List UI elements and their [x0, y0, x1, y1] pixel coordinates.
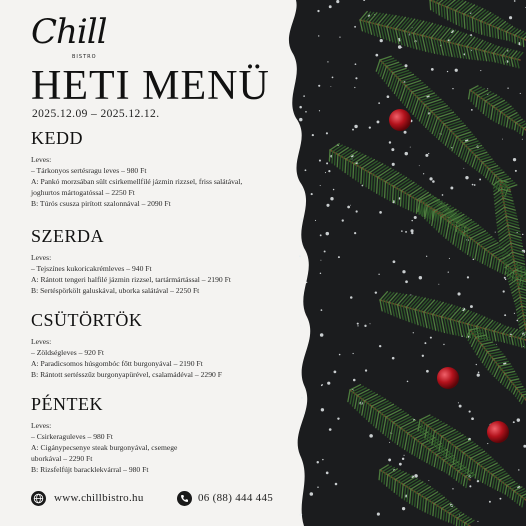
- day-kedd: [31, 128, 331, 209]
- day-pentek: [31, 394, 331, 475]
- menu-line: B: Rántott sertésszűz burgonyapürével, csalamádéval – 2290 F: [31, 370, 222, 379]
- menu-line: Leves:: [31, 155, 52, 164]
- menu-line: – Tárkonyos sertésragu leves – 980 Ft: [31, 166, 147, 175]
- menu-line: Leves:: [31, 421, 52, 430]
- page-title: HETI MENÜ: [31, 63, 270, 109]
- menu-line: A: Pankó morzsában sült csirkemellfilé jázmin rizzsel, friss salátával,: [31, 177, 243, 186]
- globe-icon: [31, 491, 46, 506]
- date-range: 2025.12.09 – 2025.12.12.: [32, 108, 160, 120]
- menu-line: Leves:: [31, 253, 52, 262]
- red-ornament: [437, 367, 459, 389]
- brand-name: Chill: [31, 12, 107, 52]
- menu-line: B: Rizsfelfújt baracklekvárral – 980 Ft: [31, 465, 149, 474]
- red-ornament: [487, 421, 509, 443]
- phone-number[interactable]: 06 (88) 444 445: [198, 492, 274, 504]
- menu-line: Leves:: [31, 337, 52, 346]
- day-heading: KEDD: [31, 128, 83, 148]
- menu-line: B: Sertéspörkölt galuskával, uborka salátával – 2250 Ft: [31, 286, 200, 295]
- red-ornament: [389, 109, 411, 131]
- day-heading: CSÜTÖRTÖK: [31, 310, 143, 330]
- menu-line: – Tejszínes kukoricakrémleves – 940 Ft: [31, 264, 152, 273]
- menu-line: B: Túrós csusza pirított szalonnával – 2090 Ft: [31, 199, 171, 208]
- day-heading: PÉNTEK: [31, 394, 103, 414]
- day-szerda: [31, 226, 331, 296]
- brand-sub: BISTRO: [72, 54, 97, 60]
- menu-line: uborkával – 2290 Ft: [31, 454, 93, 463]
- menu-line: – Csirkeraguleves – 980 Ft: [31, 432, 113, 441]
- menu-line: joghurtos mártogatóssal – 2250 Ft: [31, 188, 135, 197]
- day-csutortok: [31, 310, 331, 380]
- brand-logo: [31, 12, 107, 60]
- menu-line: A: Cigánypecsenye steak burgonyával, csemege: [31, 443, 178, 452]
- menu-line: – Zöldségleves – 920 Ft: [31, 348, 104, 357]
- website-link[interactable]: www.chillbistro.hu: [54, 492, 144, 504]
- day-heading: SZERDA: [31, 226, 105, 246]
- menu-line: A: Paradicsomos húsgombóc főtt burgonyával – 2190 Ft: [31, 359, 203, 368]
- phone-icon: [177, 491, 192, 506]
- menu-line: A: Rántott tengeri halfilé jázmin rizzsel, tartármártással – 2190 Ft: [31, 275, 231, 284]
